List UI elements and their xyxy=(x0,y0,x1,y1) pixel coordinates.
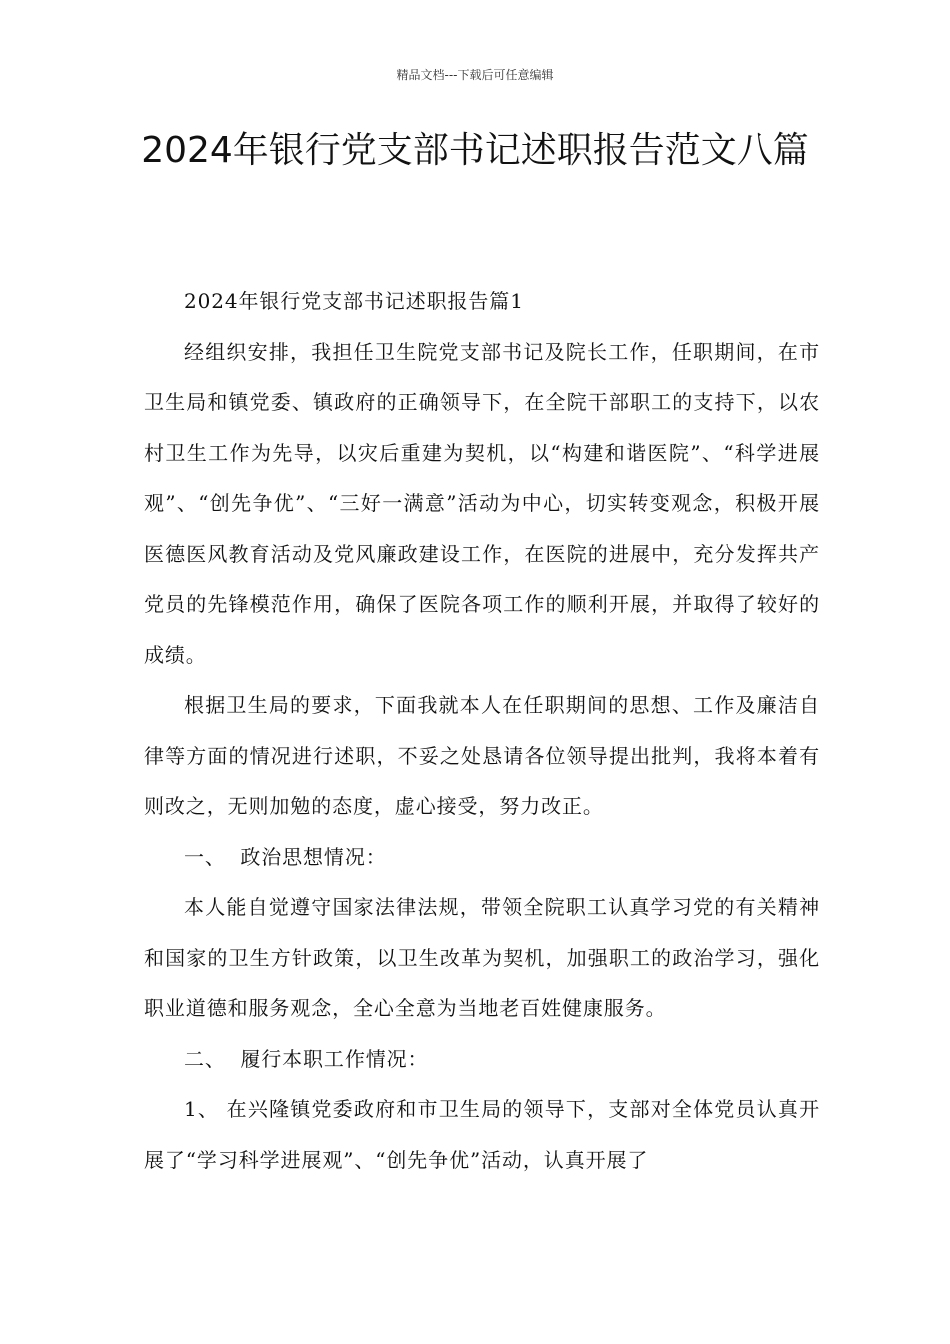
paragraph-basis: 根据卫生局的要求，下面我就本人在任职期间的思想、工作及廉洁自律等方面的情况进行述职，不妥之处恳请各位领导提出批判，我将本着有则改之，无则加勉的态度，虚心接受，努力改正。 xyxy=(144,693,820,818)
section-heading-duties: 二、 履行本职工作情况： xyxy=(184,1046,429,1071)
paragraph-political: 本人能自觉遵守国家法律法规，带领全院职工认真学习党的有关精神和国家的卫生方针政策，以卫生改革为契机，加强职工的政治学习，强化职业道德和服务观念，全心全意为当地老百姓健康服务。 xyxy=(144,895,820,1020)
paragraph-intro: 经组织安排，我担任卫生院党支部书记及院长工作，任职期间，在市卫生局和镇党委、镇政府的正确领导下，在全院干部职工的支持下，以农村卫生工作为先导，以灾后重建为契机，以“构建和谐医院”、“科学进展观”、“创先争优”、“三好一满意”活动为中心，切实转变观念，积极开展医德医风教育活动及党风廉政建设工作，在医院的进展中，充分发挥共产党员的先锋模范作用，确保了医院各项工作的顺利开展，并取得了较好的成绩。 xyxy=(144,339,820,667)
document-title: 2024年银行党支部书记述职报告范文八篇 xyxy=(141,130,809,171)
report-subtitle: 2024年银行党支部书记述职报告篇1 xyxy=(184,289,524,313)
header-note: 精品文档---下载后可任意编辑 xyxy=(396,68,554,82)
document-body xyxy=(144,276,820,1185)
section-heading-political: 一、 政治思想情况： xyxy=(184,844,387,869)
paragraph-duties-item-1: 1、 在兴隆镇党委政府和市卫生局的领导下，支部对全体党员认真开展了“学习科学进展观”、“创先争优”活动，认真开展了 xyxy=(144,1097,820,1172)
